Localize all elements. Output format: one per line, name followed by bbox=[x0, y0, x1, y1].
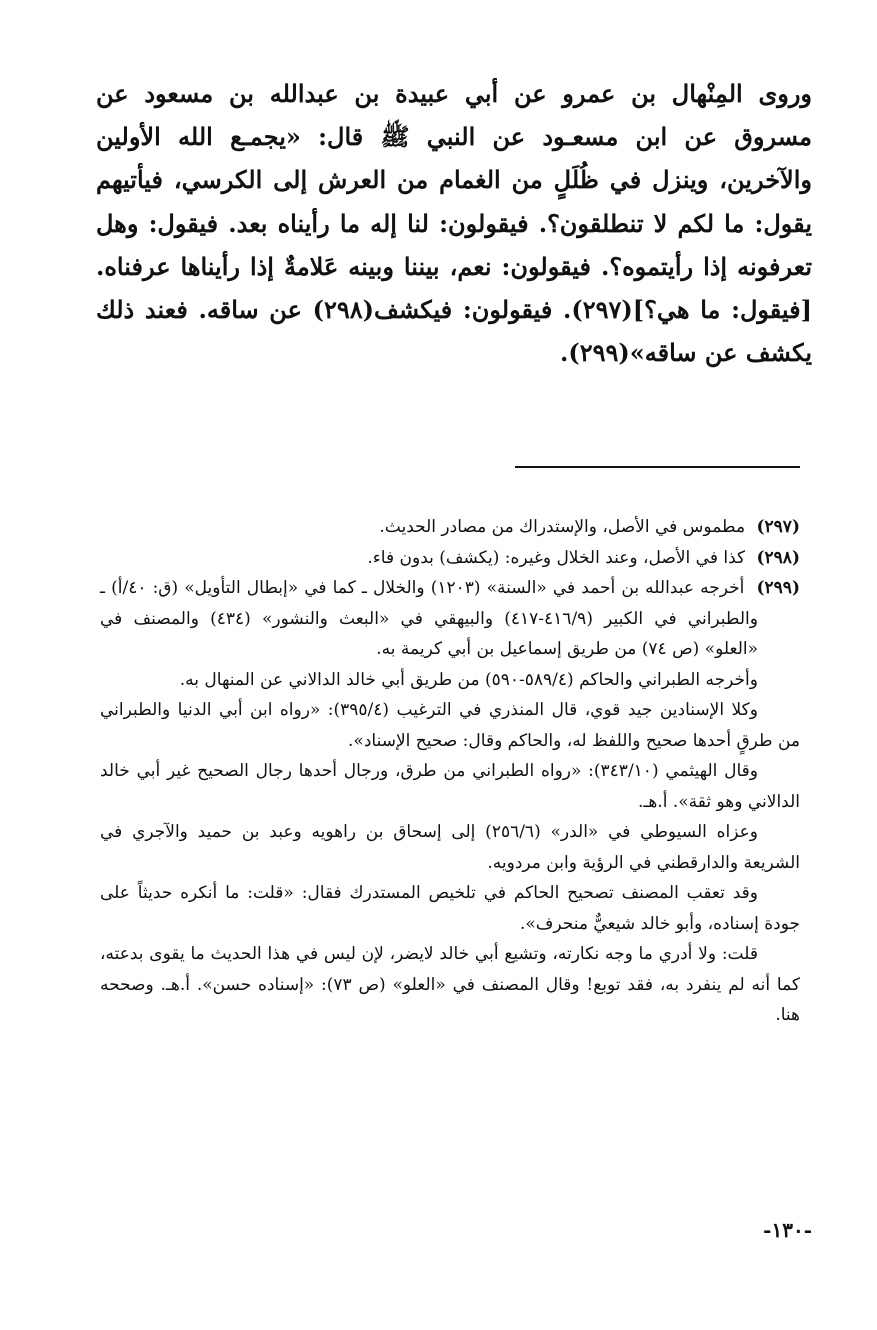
footnote-number: (٢٩٧) bbox=[756, 517, 800, 537]
footnote-number: (٢٩٩) bbox=[756, 578, 800, 598]
footnote-divider bbox=[515, 466, 800, 468]
footnote-paragraph: وقد تعقب المصنف تصحيح الحاكم في تلخيص المستدرك فقال: «قلت: ما أنكره حديثاً على جودة إسناده، وأبو خالد شيعيٌّ منحرف». bbox=[100, 883, 800, 934]
footnote-paragraph: وقال الهيثمي (٣٤٣/١٠): «رواه الطبراني من طرق، ورجال أحدها رجال الصحيح غير أبي خالد الدالاني وهو ثقة». أ.هـ. bbox=[100, 761, 800, 812]
footnote-text: أخرجه عبدالله بن أحمد في «السنة» (١٢٠٣) والخلال ـ كما في «إبطال التأويل» (ق: ٤٠/أ) ـ والطبراني في الكبير (٤١٦/٩-٤١٧) والبيهقي في «البعث والنشور» (٤٣٤) والمصنف في «العلو» (ص ٧٤) من طريق إسماعيل بن أبي كريمة به. bbox=[100, 578, 758, 659]
footnote-number: (٢٩٨) bbox=[756, 547, 800, 568]
page-number: -١٣٠- bbox=[763, 1218, 812, 1242]
main-text bbox=[96, 72, 812, 374]
footnote-298 bbox=[100, 543, 800, 574]
footnote-paragraph: وأخرجه الطبراني والحاكم (٥٨٩/٤-٥٩٠) من طريق أبي خالد الدالاني عن المنهال به. bbox=[179, 669, 758, 690]
footnote-paragraph: وكلا الإسنادين جيد قوي، قال المنذري في الترغيب (٣٩٥/٤): «رواه ابن أبي الدنيا والطبراني من طرقٍ أحدها صحيح واللفظ له، والحاكم وقال: صحيح الإسناد». bbox=[100, 700, 800, 751]
footnotes bbox=[100, 512, 800, 1031]
footnote-paragraph: وعزاه السيوطي في «الدر» (٢٥٦/٦) إلى إسحاق بن راهويه وعبد بن حميد والآجري في الشريعة والدارقطني في الرؤية وابن مردويه. bbox=[100, 822, 800, 873]
main-paragraph: وروى المِنْهال بن عمرو عن أبي عبيدة بن عبدالله بن مسعود عن مسروق عن ابن مسعـود عن النبي ﷺ قال: «يجمـع الله الأولين والآخرين، وينزل في ظُلَلٍ من الغمام من العرش إلى الكرسي، فيأتيهم يقول: ما لكم لا تنطلقون؟. فيقولون: لنا إله ما رأيناه بعد. فيقول: وهل تعرفونه إذا رأيتموه؟. فيقولون: نعم، بيننا وبينه عَلامةٌ إذا رأيناها عرفناه. [فيقول: ما هي؟](٢٩٧). فيقولون: فيكشف(٢٩٨) عن ساقه. فعند ذلك يكشف عن ساقه»(٢٩٩). bbox=[96, 79, 812, 368]
footnote-text: مطموس في الأصل، والإستدراك من مصادر الحديث. bbox=[379, 517, 746, 537]
footnote-paragraph: قلت: ولا أدري ما وجه نكارته، وتشيع أبي خالد لايضر، لإن ليس في هذا الحديث ما يقوى بدعته، كما أنه لم ينفرد به، فقد توبع! وقال المصنف في «العلو» (ص ٧٣): «إسناده حسن». أ.هـ. وصححه هنا. bbox=[100, 944, 800, 1025]
footnote-299 bbox=[100, 573, 800, 665]
footnote-text: كذا في الأصل، وعند الخلال وغيره: (يكشف) بدون فاء. bbox=[367, 547, 746, 568]
footnote-297 bbox=[100, 512, 800, 543]
